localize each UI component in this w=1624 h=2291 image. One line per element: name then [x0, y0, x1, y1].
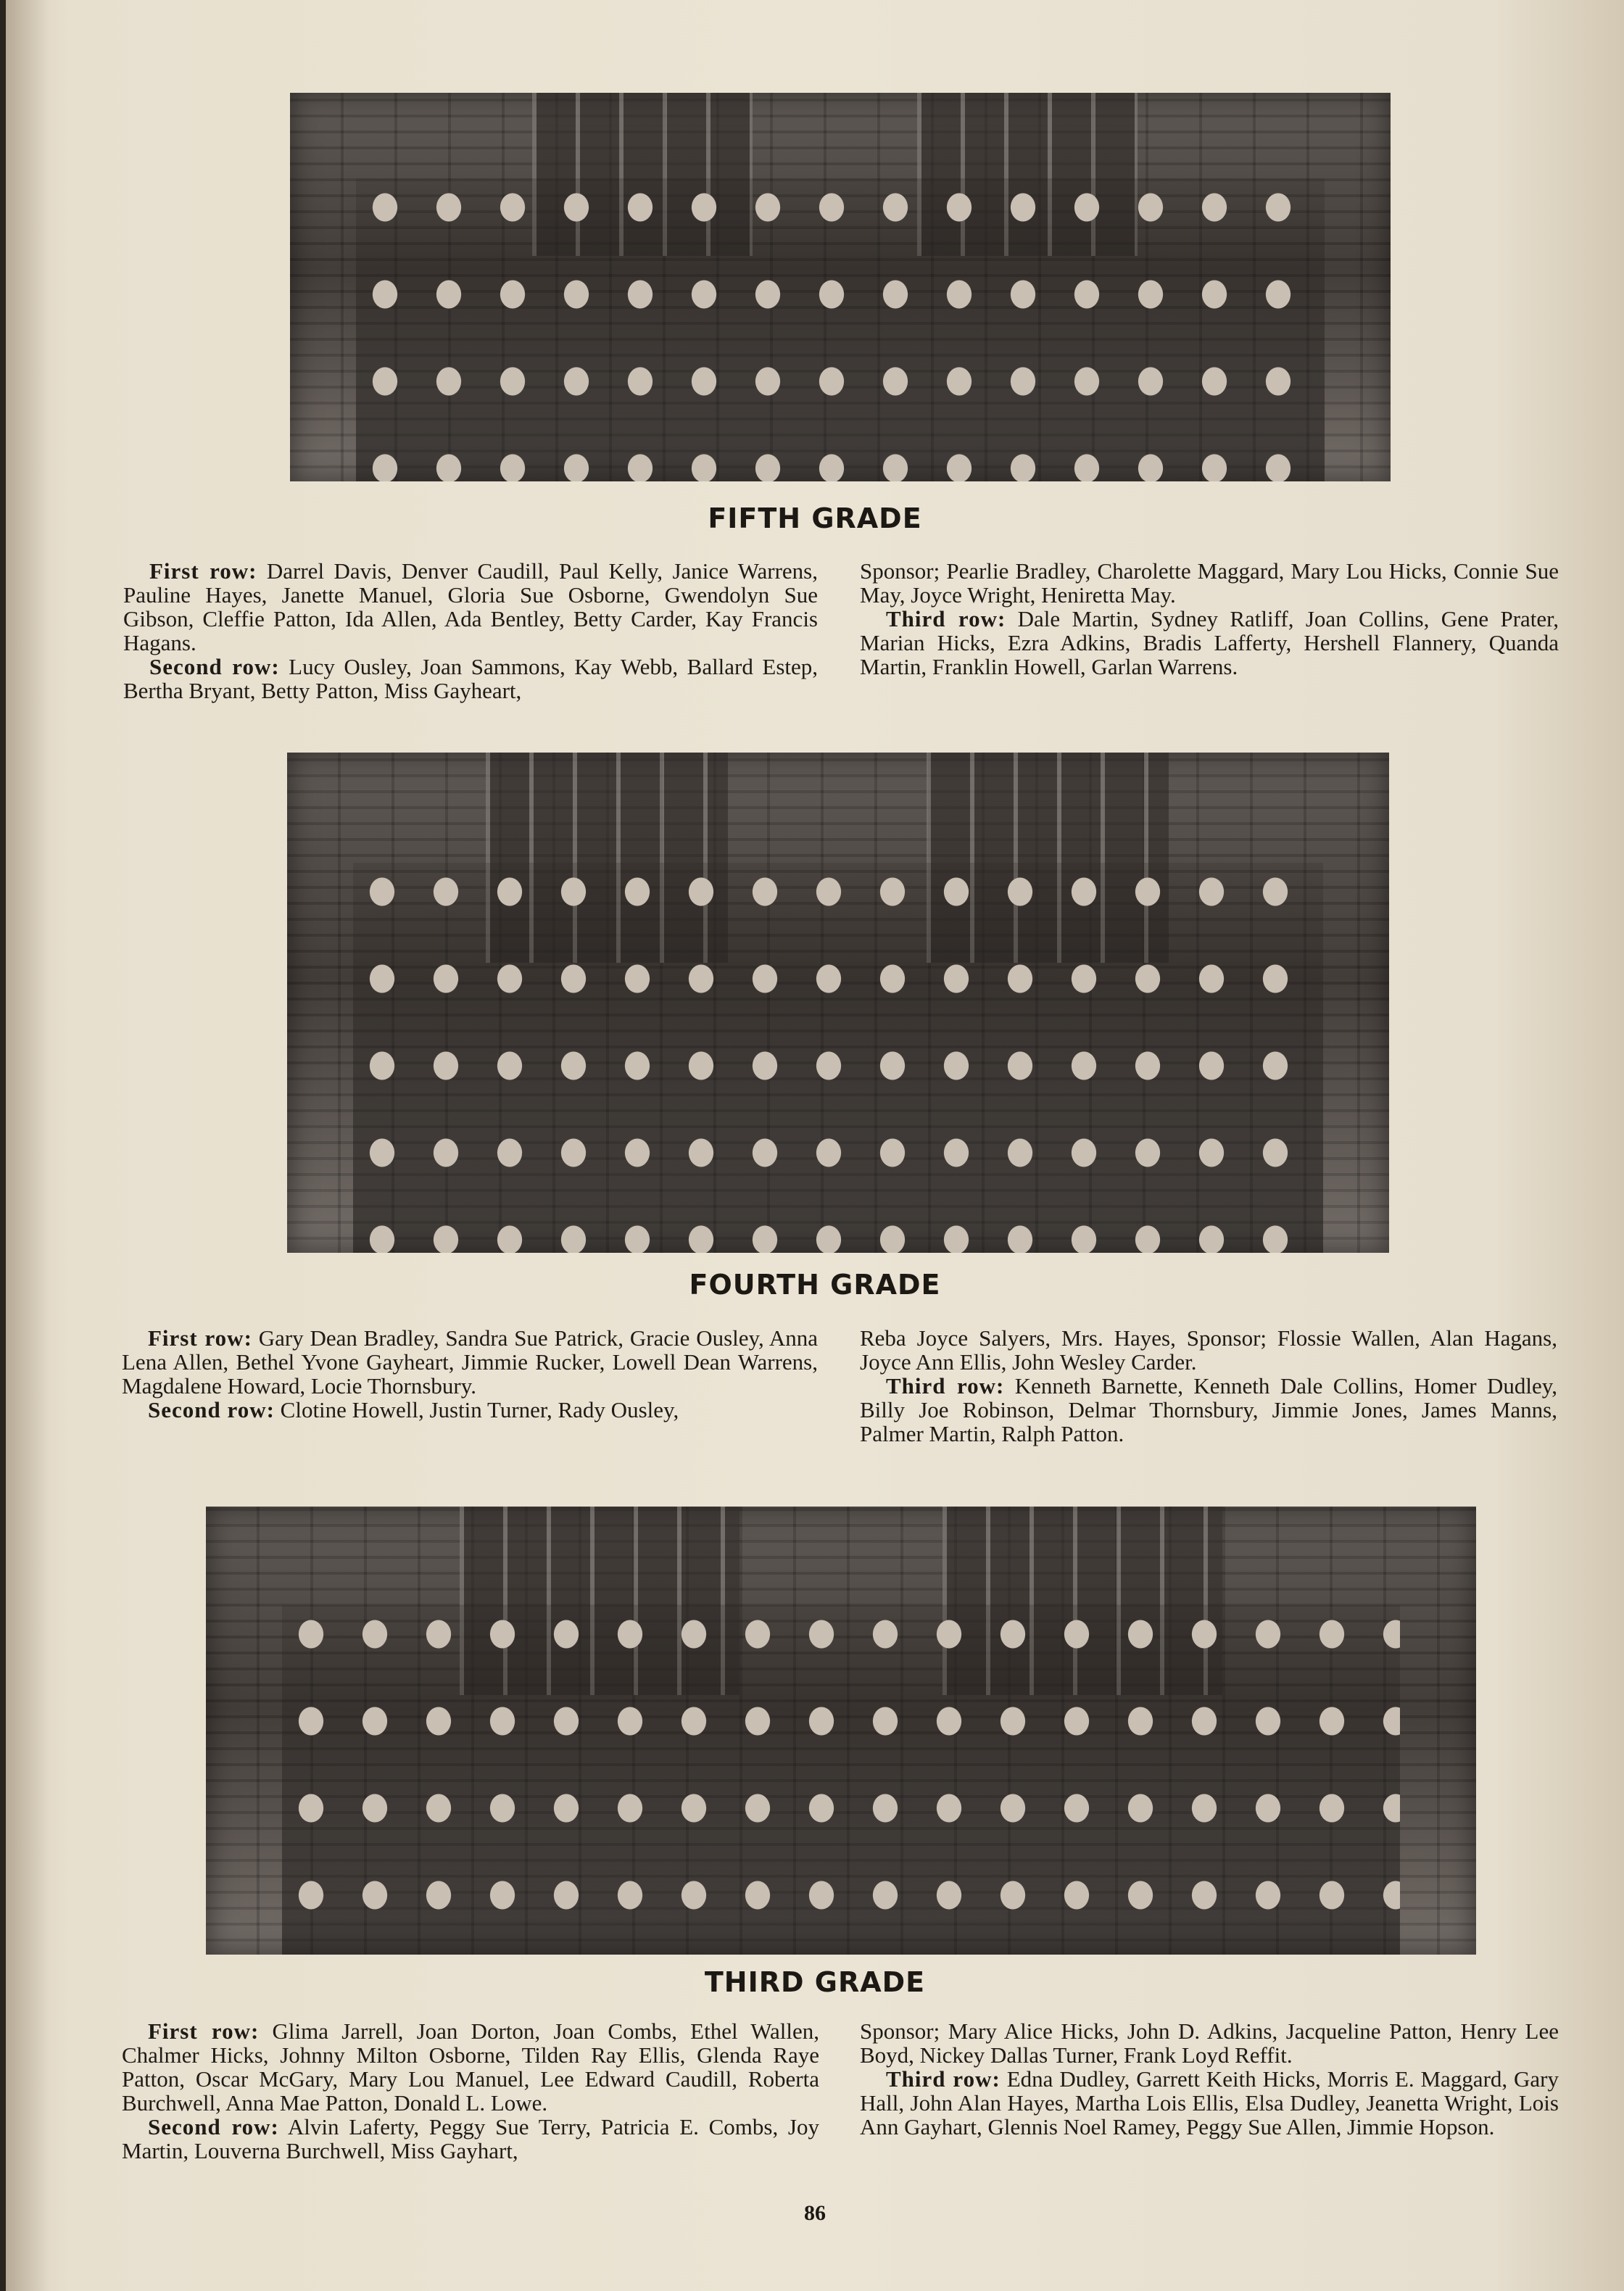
fourth-grade-first-row: First row: Gary Dean Bradley, Sandra Sue Patrick, Gracie Ousley, Anna Lena Allen, Bethel Yvone Gayheart, Jimmie Rucker, Lowell Dean Warrens, Magdalene Howard, Locie Thornsbury.: [122, 1325, 819, 1399]
third-grade-sponsor-continued: Sponsor; Mary Alice Hicks, John D. Adkins, Jacqueline Patton, Henry Lee Boyd, Nickey Dallas Turner, Frank Loyd Reffit.: [860, 2018, 1559, 2068]
fourth-grade-third-row: Third row: Kenneth Barnette, Kenneth Dale Collins, Homer Dudley, Billy Joe Robinson, Delmar Thornsbury, Jimmie Jones, James Manns, Palmer Martin, Ralph Patton.: [860, 1373, 1557, 1446]
fifth-grade-first-row: First row: Darrel Davis, Denver Caudill, Paul Kelly, Janice Warrens, Pauline Hayes, Janette Manuel, Gloria Sue Osborne, Gwendolyn Sue Gibson, Cleffie Patton, Ida Allen, Ada Bentley, Betty Carder, Kay Francis Hagans.: [123, 558, 818, 655]
yearbook-page: [6, 0, 1624, 2291]
third-grade-caption-right: [860, 2019, 1559, 2139]
fourth-grade-caption-right: [860, 1326, 1557, 1446]
fourth-grade-caption-left: [122, 1326, 818, 1422]
third-grade-second-row: Second row: Alvin Laferty, Peggy Sue Terry, Patricia E. Combs, Joy Martin, Louverna Burchwell, Miss Gayhart,: [122, 2114, 820, 2163]
fourth-grade-class-photo: [287, 753, 1389, 1253]
fifth-grade-second-row: Second row: Lucy Ousley, Joan Sammons, Kay Webb, Ballard Estep, Bertha Bryant, Betty Patton, Miss Gayheart,: [123, 654, 819, 703]
fifth-grade-caption-right: [860, 559, 1559, 679]
book-spine-shadow: [6, 0, 49, 2291]
third-grade-class-photo: [206, 1507, 1476, 1955]
fourth-grade-title: FOURTH GRADE: [689, 1269, 941, 1301]
fourth-grade-second-row: Second row: Clotine Howell, Justin Turner, Rady Ousley,: [148, 1397, 679, 1422]
fifth-grade-sponsor-continued: Sponsor; Pearlie Bradley, Charolette Maggard, Mary Lou Hicks, Connie Sue May, Joyce Wright, Heniretta May.: [860, 558, 1559, 608]
fifth-grade-title: FIFTH GRADE: [708, 502, 922, 534]
third-grade-first-row: First row: Glima Jarrell, Joan Dorton, Joan Combs, Ethel Wallen, Chalmer Hicks, Johnny Milton Osborne, Tilden Ray Ellis, Glenda Raye Patton, Oscar McGary, Mary Lou Manuel, Lee Edward Caudill, Roberta Burchwell, Anna Mae Patton, Donald L. Lowe.: [122, 2018, 820, 2116]
fifth-grade-caption-left: [123, 559, 818, 703]
third-grade-third-row: Third row: Edna Dudley, Garrett Keith Hicks, Morris E. Maggard, Gary Hall, John Alan Hayes, Martha Lois Ellis, Elsa Dudley, Jeanetta Wright, Lois Ann Gayhart, Glennis Noel Ramey, Peggy Sue Allen, Jimmie Hopson.: [860, 2066, 1559, 2139]
page-number: 86: [804, 2201, 826, 2225]
third-grade-caption-left: [122, 2019, 819, 2163]
fifth-grade-class-photo: [290, 93, 1391, 481]
fourth-grade-sponsor-continued: Reba Joyce Salyers, Mrs. Hayes, Sponsor; Flossie Wallen, Alan Hagans, Joyce Ann Ellis, John Wesley Carder.: [860, 1325, 1557, 1375]
fifth-grade-third-row: Third row: Dale Martin, Sydney Ratliff, Joan Collins, Gene Prater, Marian Hicks, Ezra Adkins, Bradis Lafferty, Hershell Flannery, Quanda Martin, Franklin Howell, Garlan Warrens.: [860, 606, 1559, 679]
third-grade-title: THIRD GRADE: [704, 1966, 926, 1998]
